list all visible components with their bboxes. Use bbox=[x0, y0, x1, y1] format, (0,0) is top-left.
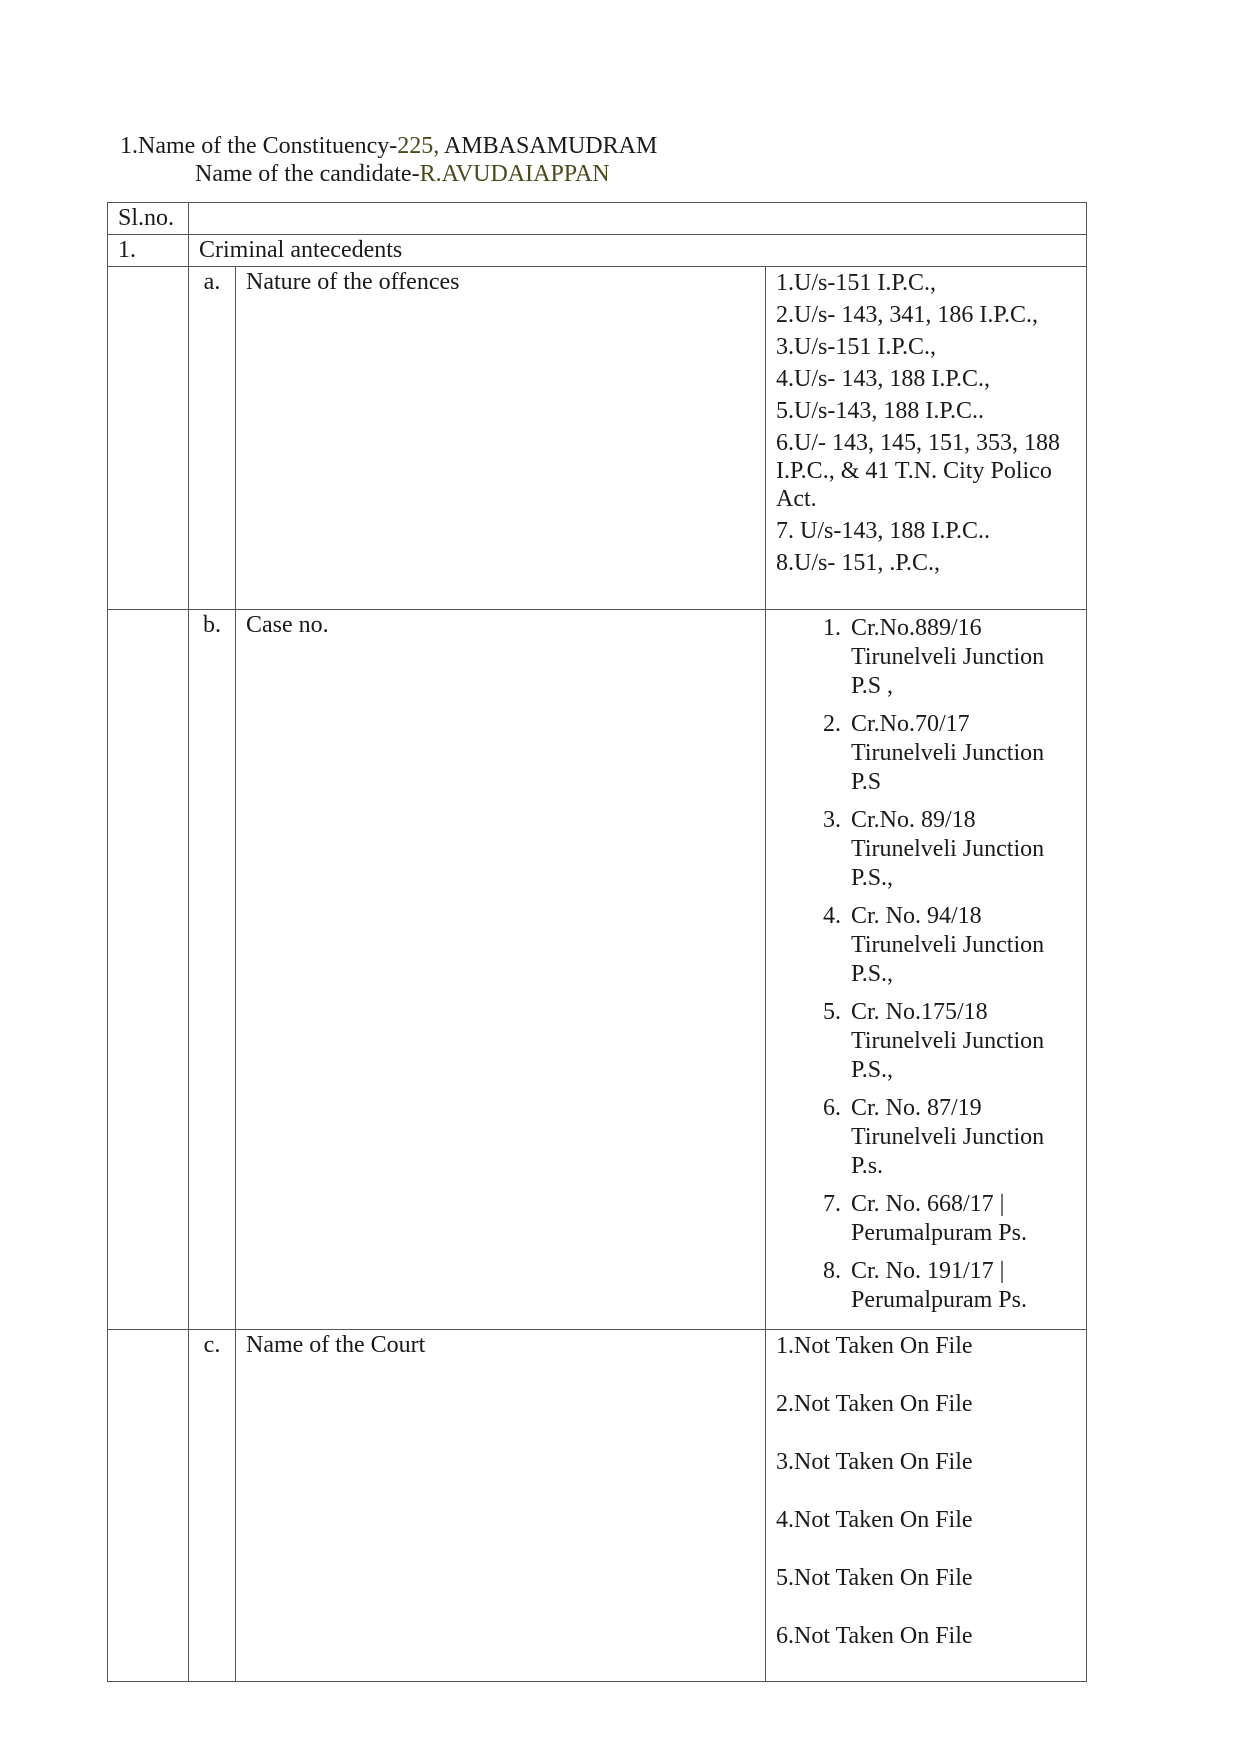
list-item: 8. Cr. No. 191/17 | Perumalpuram Ps. bbox=[823, 1258, 1027, 1313]
list-item: 1.Not Taken On File bbox=[776, 1333, 973, 1359]
row-c-letter: c. bbox=[203, 1332, 221, 1358]
row-c-label: Name of the Court bbox=[246, 1332, 426, 1358]
list-item: 3.Not Taken On File bbox=[776, 1449, 973, 1475]
list-item: 4. Cr. No. 94/18 Tirunelveli Junction P.S., bbox=[823, 903, 1045, 987]
list-item: 5.U/s-143, 188 I.P.C.. bbox=[776, 398, 985, 424]
list-item: 6.U/- 143, 145, 151, 353, 188 I.P.C., & 41 T.N. City Polico Act. bbox=[776, 430, 1060, 512]
constituency-name: AMBASAMUDRAM bbox=[439, 133, 658, 159]
row1-title: Criminal antecedents bbox=[199, 237, 403, 263]
list-item: 2.Not Taken On File bbox=[776, 1391, 973, 1417]
document-header bbox=[120, 132, 657, 188]
list-item: 2. Cr.No.70/17 Tirunelveli Junction P.S bbox=[823, 711, 1045, 795]
list-item: 2.U/s- 143, 341, 186 I.P.C., bbox=[776, 302, 1039, 328]
candidate-name: R.AVUDAIAPPAN bbox=[419, 161, 610, 187]
row1-sl: 1. bbox=[118, 237, 136, 263]
candidate-label: Name of the candidate- bbox=[195, 161, 420, 187]
court-list bbox=[766, 1330, 1086, 1652]
row-b-letter: b. bbox=[203, 612, 221, 638]
row-name-of-court bbox=[108, 1330, 1087, 1682]
offences-list bbox=[766, 267, 1086, 583]
list-item: 3. Cr.No. 89/18 Tirunelveli Junction P.S., bbox=[823, 807, 1045, 891]
row-a-label: Nature of the offences bbox=[246, 269, 460, 295]
row-a-letter: a. bbox=[203, 269, 221, 295]
list-item: 1.U/s-151 I.P.C., bbox=[776, 270, 937, 296]
list-item: 7. Cr. No. 668/17 | Perumalpuram Ps. bbox=[823, 1191, 1027, 1246]
slno-header: Sl.no. bbox=[118, 205, 175, 231]
header-blank-cell bbox=[189, 203, 1087, 235]
list-item: 5.Not Taken On File bbox=[776, 1565, 973, 1591]
list-item: 3.U/s-151 I.P.C., bbox=[776, 334, 937, 360]
case-list bbox=[766, 610, 1086, 1315]
row-b-label: Case no. bbox=[246, 612, 329, 638]
list-item: 5. Cr. No.175/18 Tirunelveli Junction P.S., bbox=[823, 999, 1045, 1083]
candidate-line bbox=[120, 160, 657, 188]
row-case-no bbox=[108, 610, 1087, 1330]
row-nature-of-offences bbox=[108, 267, 1087, 610]
constituency-line bbox=[120, 132, 657, 160]
list-item: 4.Not Taken On File bbox=[776, 1507, 973, 1533]
row-criminal-antecedents bbox=[108, 235, 1087, 267]
table-header-row bbox=[108, 203, 1087, 235]
list-item: 4.U/s- 143, 188 I.P.C., bbox=[776, 366, 991, 392]
list-item: 1. Cr.No.889/16 Tirunelveli Junction P.S , bbox=[823, 615, 1045, 699]
constituency-number: 225, bbox=[397, 133, 440, 159]
list-item: 6.Not Taken On File bbox=[776, 1623, 973, 1649]
list-item: 7. U/s-143, 188 I.P.C.. bbox=[776, 518, 991, 544]
list-item: 8.U/s- 151, .P.C., bbox=[776, 550, 941, 576]
antecedents-table bbox=[107, 202, 1087, 1682]
constituency-label: 1.Name of the Constituency- bbox=[120, 133, 398, 159]
list-item: 6. Cr. No. 87/19 Tirunelveli Junction P.s. bbox=[823, 1095, 1045, 1179]
